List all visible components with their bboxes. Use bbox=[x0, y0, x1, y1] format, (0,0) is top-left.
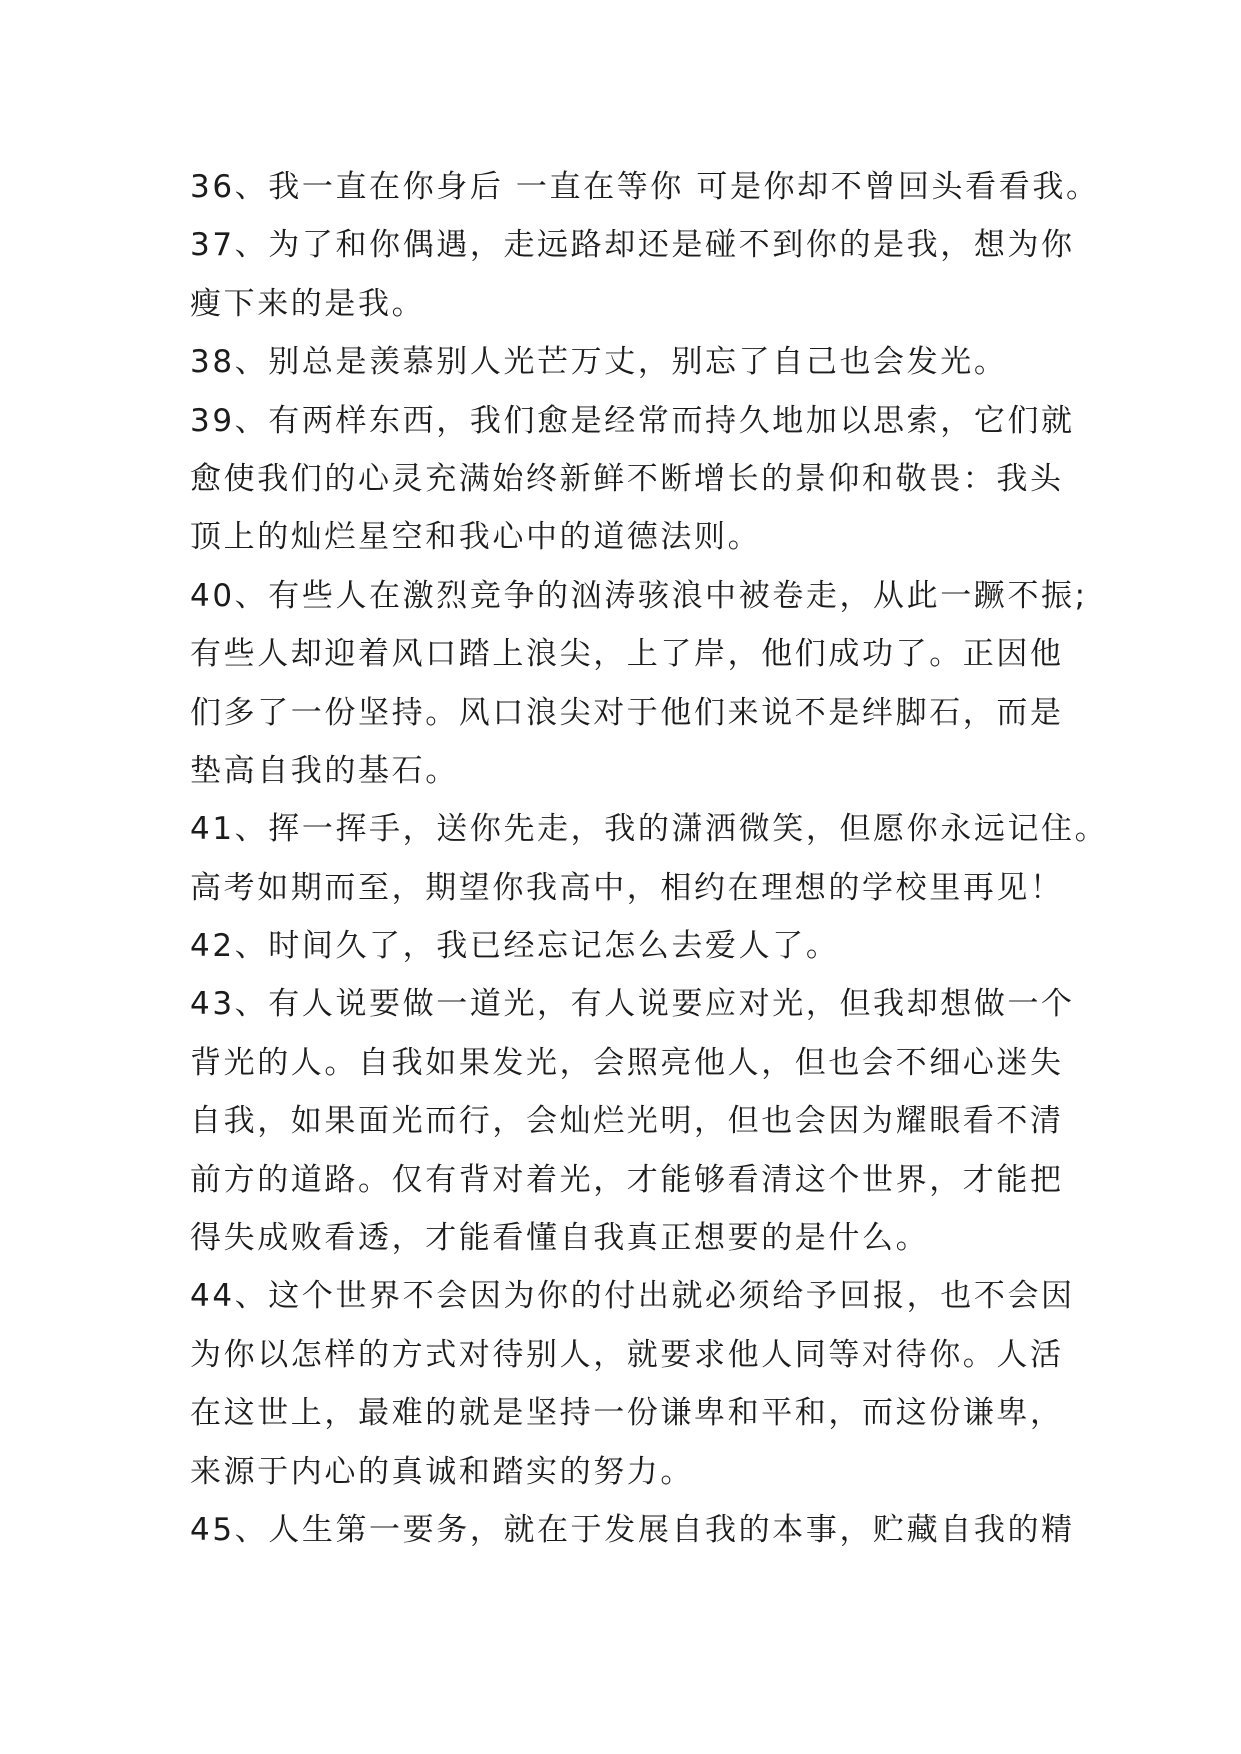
quote-40-cont: 有些人却迎着风口踏上浪尖，上了岸，他们成功了。正因他 bbox=[190, 636, 1064, 673]
quote-40: 40、有些人在激烈竞争的汹涛骇浪中被卷走，从此一蹶不振; bbox=[190, 577, 1088, 614]
quote-44-cont: 在这世上，最难的就是坚持一份谦卑和平和，而这份谦卑， bbox=[190, 1395, 1064, 1432]
quote-41: 41、挥一挥手，送你先走，我的潇洒微笑，但愿你永远记住。 bbox=[190, 811, 1109, 848]
quote-45: 45、人生第一要务，就在于发展自我的本事，贮藏自我的精 bbox=[190, 1511, 1075, 1548]
quote-44-cont: 来源于内心的真诚和踏实的努力。 bbox=[190, 1453, 694, 1490]
quote-43-cont: 得失成败看透，才能看懂自我真正想要的是什么。 bbox=[190, 1220, 930, 1257]
quote-36: 36、我一直在你身后 一直在等你 可是你却不曾回头看看我。 bbox=[190, 169, 1100, 205]
quote-39-cont: 顶上的灿烂星空和我心中的道德法则。 bbox=[190, 519, 762, 556]
quote-37: 37、为了和你偶遇，走远路却还是碰不到你的是我，想为你 bbox=[190, 227, 1075, 264]
quote-39: 39、有两样东西，我们愈是经常而持久地加以思索，它们就 bbox=[190, 402, 1075, 439]
quote-42: 42、时间久了，我已经忘记怎么去爱人了。 bbox=[190, 928, 840, 965]
quote-list bbox=[190, 158, 1190, 1559]
quote-37-cont: 瘦下来的是我。 bbox=[190, 285, 426, 322]
quote-43-cont: 背光的人。自我如果发光，会照亮他人，但也会不细心迷失 bbox=[190, 1044, 1064, 1081]
quote-44-cont: 为你以怎样的方式对待别人，就要求他人同等对待你。人活 bbox=[190, 1336, 1064, 1373]
quote-43-cont: 前方的道路。仅有背对着光，才能够看清这个世界，才能把 bbox=[190, 1161, 1064, 1198]
quote-39-cont: 愈使我们的心灵充满始终新鲜不断增长的景仰和敬畏：我头 bbox=[190, 460, 1064, 497]
quote-38: 38、别总是羡慕别人光芒万丈，别忘了自己也会发光。 bbox=[190, 344, 1008, 381]
quote-41-cont: 高考如期而至，期望你我高中，相约在理想的学校里再见！ bbox=[190, 869, 1064, 906]
quote-43-cont: 自我，如果面光而行，会灿烂光明，但也会因为耀眼看不清 bbox=[190, 1103, 1064, 1140]
quote-40-cont: 垫高自我的基石。 bbox=[190, 752, 459, 789]
quote-43: 43、有人说要做一道光，有人说要应对光，但我却想做一个 bbox=[190, 986, 1075, 1023]
quote-40-cont: 们多了一份坚持。风口浪尖对于他们来说不是绊脚石，而是 bbox=[190, 694, 1064, 731]
quote-44: 44、这个世界不会因为你的付出就必须给予回报，也不会因 bbox=[190, 1278, 1075, 1315]
